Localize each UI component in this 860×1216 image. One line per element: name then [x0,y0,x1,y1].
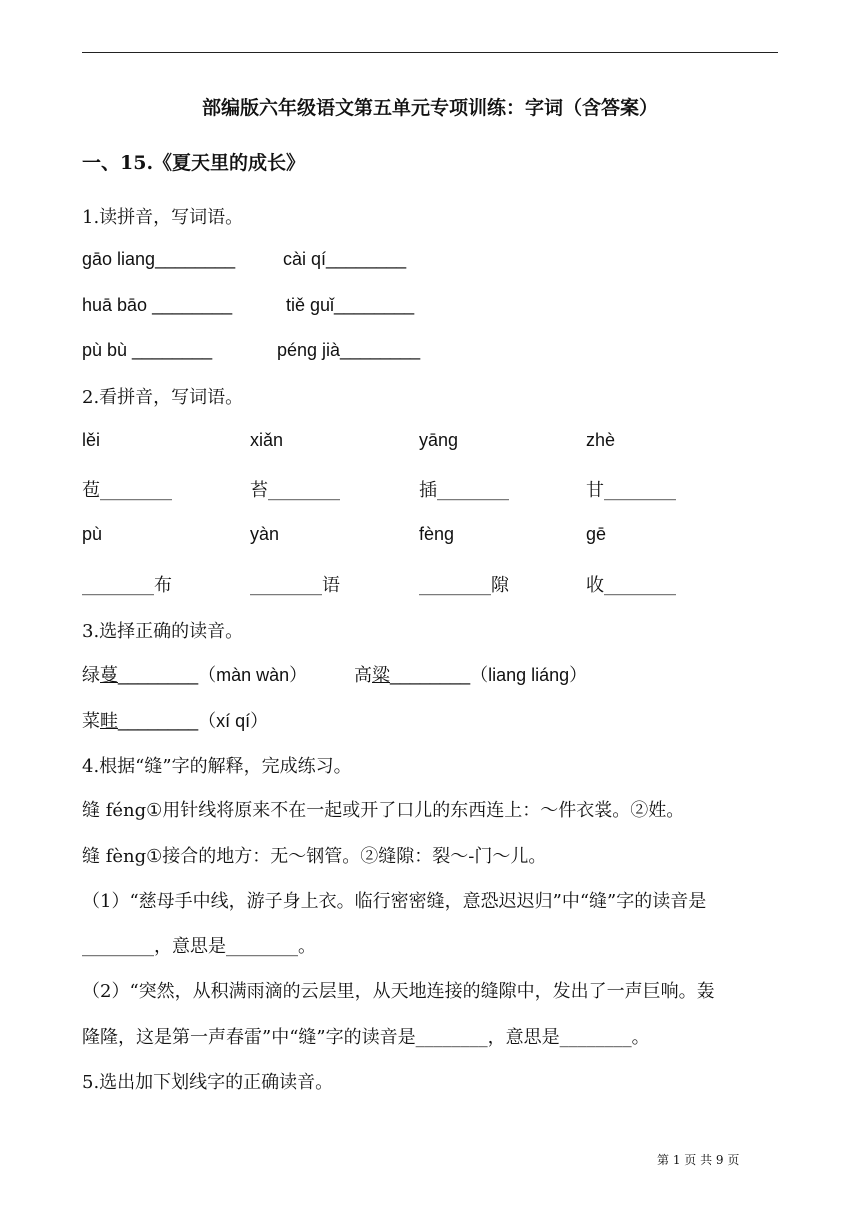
q3-item-options: ________（màn wàn） [118,665,308,685]
section-heading: 一、15.《夏天里的成长》 [82,152,306,174]
q1-item: péng jià________ [277,340,421,360]
document-title: 部编版六年级语文第五单元专项训练：字词（含答案） [201,97,658,119]
q4-subquestion-cont: ________，意思是________。 [82,936,316,957]
q3-item [354,661,587,687]
q3-item-prefix: 绿 [82,665,100,686]
q1-item: cài qí________ [283,249,407,269]
q3-item-options: ________（xí qí） [118,711,269,731]
q2-pinyin: fèng [419,524,455,544]
q2-prompt: 2.看拼音，写词语。 [82,387,244,408]
q4-definition: 缝 féng①用针线将原来不在一起或开了口儿的东西连上：～件衣裳。②姓。 [82,800,685,821]
q3-underlined-char: 蔓 [100,665,118,686]
q4-subquestion-cont: 隆隆，这是第一声春雷”中“缝”字的读音是________，意思是________。 [82,1027,650,1048]
q3-underlined-char: 粱 [372,665,390,686]
q2-pinyin: gē [586,524,607,544]
q4-subquestion: （2）“突然，从积满雨滴的云层里，从天地连接的缝隙中，发出了一声巨响。轰 [82,981,715,1002]
q4-subquestion: （1）“慈母手中线，游子身上衣。临行密密缝，意恐迟迟归”中“缝”字的读音是 [82,891,707,912]
q1-item: huā bāo ________ [82,295,233,315]
q3-item [82,707,268,733]
q2-blank: ________语 [250,575,340,596]
q1-item: tiě guǐ________ [286,295,415,315]
q4-definition: 缝 fèng①接合的地方：无～钢管。②缝隙：裂～-门～儿。 [82,846,547,867]
q2-blank: 插________ [419,480,509,501]
q3-item [82,661,307,687]
q2-pinyin: xiǎn [250,430,284,450]
q3-prompt: 3.选择正确的读音。 [82,621,244,642]
q2-pinyin: yàn [250,524,280,544]
page-footer: 第 1 页 共 9 页 [657,1153,740,1167]
q2-blank: 收________ [586,575,676,596]
q5-prompt: 5.选出加下划线字的正确读音。 [82,1072,334,1093]
q1-prompt: 1.读拼音，写词语。 [82,207,244,228]
q2-pinyin: yāng [419,430,459,450]
q2-pinyin: zhè [586,430,616,450]
q2-pinyin: pù [82,524,103,544]
q1-item: pù bù ________ [82,340,213,360]
q1-item: gāo liang________ [82,249,236,269]
q2-blank: ________隙 [419,575,509,596]
q3-item-prefix: 高 [354,665,372,686]
q2-blank: 苞________ [82,480,172,501]
q2-blank: 苔________ [250,480,340,501]
q2-blank: ________布 [82,575,172,596]
header-rule [82,52,778,53]
q3-item-prefix: 菜 [82,711,100,732]
q3-item-options: ________（liang liáng） [390,665,588,685]
q2-blank: 甘________ [586,480,676,501]
q4-prompt: 4.根据“缝”字的解释，完成练习。 [82,756,352,777]
q3-underlined-char: 畦 [100,711,118,732]
q2-pinyin: lěi [82,430,101,450]
